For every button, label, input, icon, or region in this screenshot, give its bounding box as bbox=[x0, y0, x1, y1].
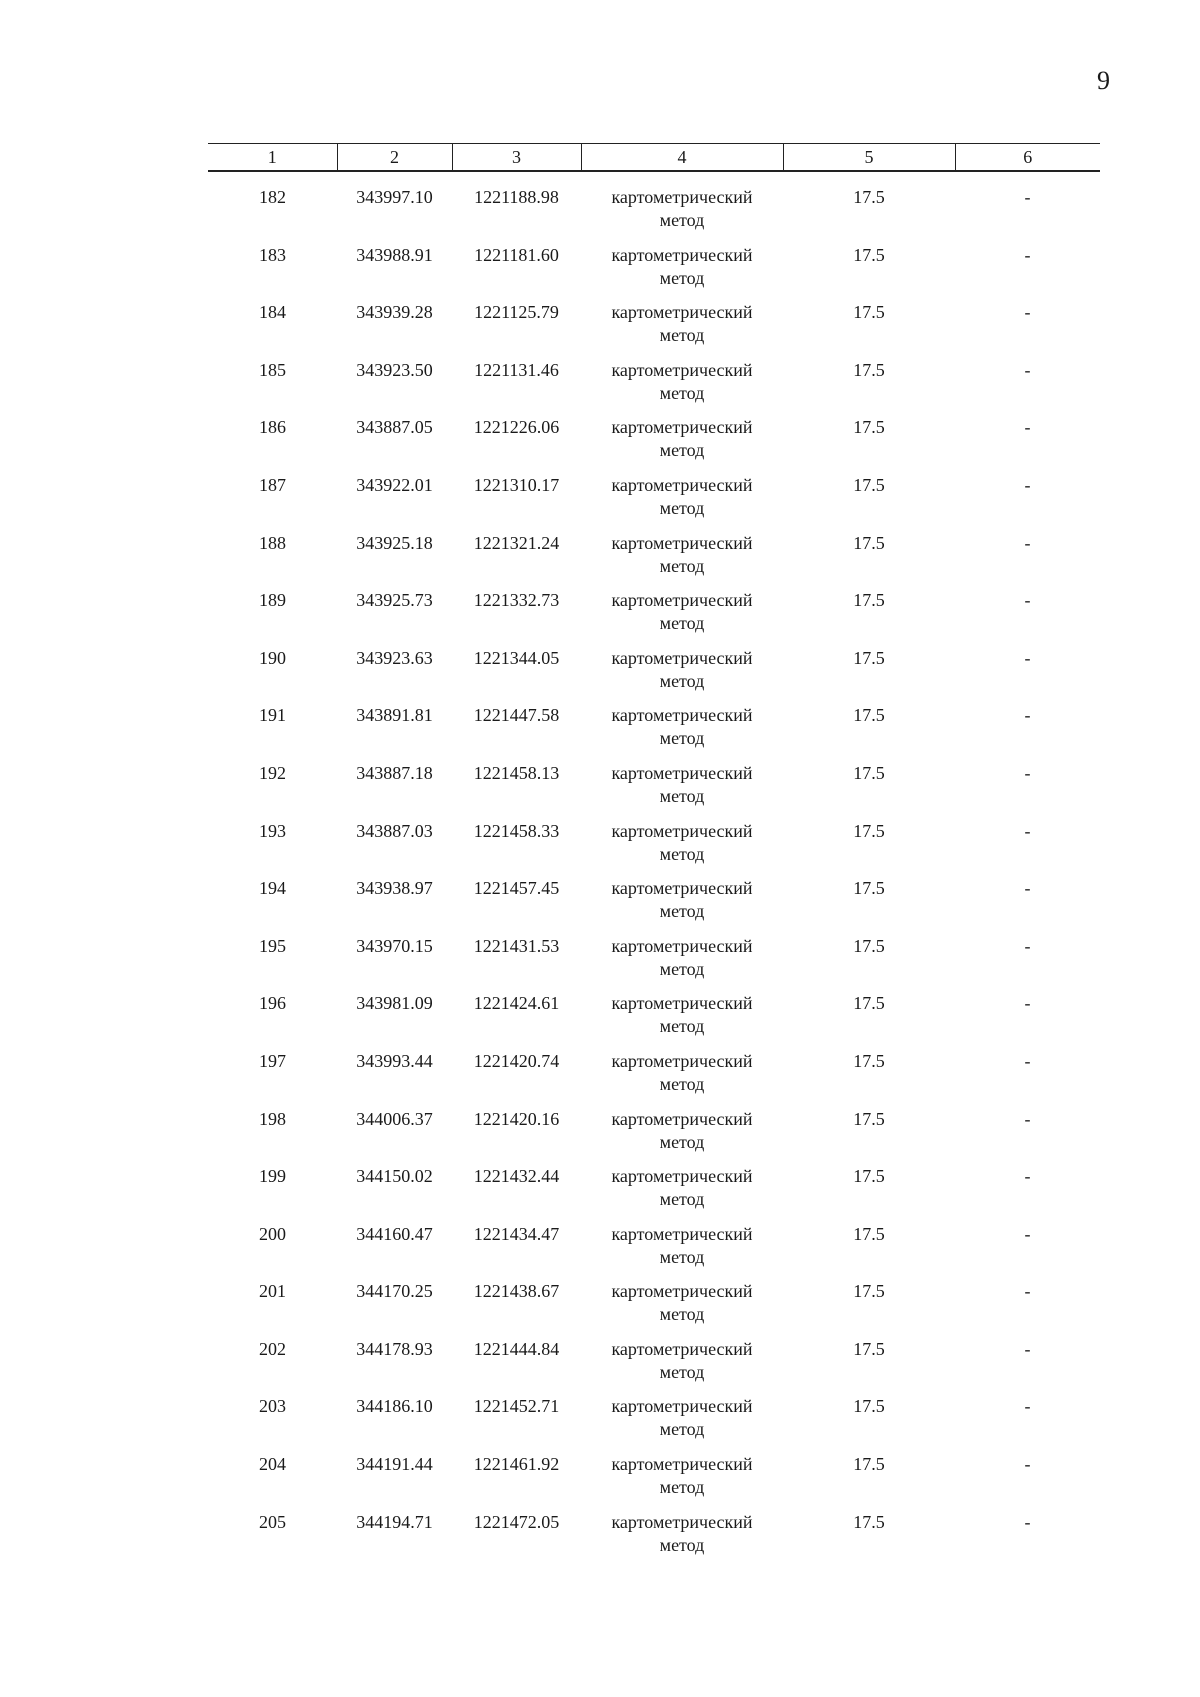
coordinate-y: 1221181.60 bbox=[474, 244, 559, 265]
description-value: - bbox=[1024, 1511, 1031, 1532]
point-number: 197 bbox=[259, 1050, 286, 1071]
accuracy-value: 17.5 bbox=[853, 993, 885, 1014]
point-number: 182 bbox=[259, 187, 286, 207]
header-cell-1: 1 bbox=[208, 144, 337, 172]
coordinate-y: 1221131.46 bbox=[474, 359, 559, 380]
method-line-1: картометрический bbox=[611, 705, 753, 726]
coordinate-y: 1221420.74 bbox=[473, 1050, 560, 1071]
table-row bbox=[208, 1338, 1100, 1396]
table-row bbox=[208, 1108, 1100, 1166]
method-line-1: картометрический bbox=[611, 1338, 753, 1359]
coordinate-y: 1221431.53 bbox=[473, 935, 560, 956]
accuracy-value: 17.5 bbox=[853, 1050, 885, 1071]
header-cell-4: 4 bbox=[581, 144, 783, 172]
coordinate-x: 343938.97 bbox=[356, 878, 433, 899]
accuracy-value: 17.5 bbox=[853, 1396, 885, 1417]
point-number: 191 bbox=[259, 705, 286, 726]
method-line-2: метод bbox=[659, 613, 705, 634]
method-line-2: метод bbox=[659, 728, 705, 749]
coordinate-y: 1221452.71 bbox=[473, 1396, 560, 1417]
coordinate-x: 343925.73 bbox=[356, 590, 433, 611]
coordinate-x: 344160.47 bbox=[356, 1223, 433, 1244]
method-line-2: метод bbox=[659, 555, 705, 576]
coordinate-y: 1221344.05 bbox=[473, 647, 560, 668]
table-body bbox=[208, 171, 1100, 1568]
method-cell bbox=[581, 171, 783, 244]
accuracy-value: 17.5 bbox=[853, 359, 885, 380]
point-number: 199 bbox=[259, 1166, 286, 1187]
table-row bbox=[208, 171, 1100, 244]
method-line-2: метод bbox=[659, 1419, 705, 1440]
method-line-1: картометрический bbox=[611, 417, 753, 438]
description-value: - bbox=[1024, 474, 1031, 495]
description-value: - bbox=[1024, 532, 1031, 553]
method-line-2: метод bbox=[659, 1304, 705, 1325]
method-line-2: метод bbox=[659, 670, 705, 691]
accuracy-value: 17.5 bbox=[853, 1454, 885, 1475]
method-cell bbox=[581, 1108, 783, 1166]
coordinate-x: 343887.18 bbox=[356, 762, 433, 783]
coordinate-y: 1221226.06 bbox=[473, 417, 560, 438]
coordinate-y: 1221424.61 bbox=[473, 993, 560, 1014]
accuracy-value: 17.5 bbox=[853, 187, 885, 207]
method-line-2: метод bbox=[659, 1189, 705, 1210]
method-cell bbox=[581, 589, 783, 647]
description-value: - bbox=[1024, 359, 1031, 380]
method-line-1: картометрический bbox=[611, 1108, 753, 1129]
method-cell bbox=[581, 1453, 783, 1511]
point-number: 184 bbox=[259, 302, 286, 323]
accuracy-value: 17.5 bbox=[853, 1511, 885, 1532]
table-row bbox=[208, 1453, 1100, 1511]
method-line-2: метод bbox=[659, 1016, 705, 1037]
table-row bbox=[208, 532, 1100, 590]
description-value: - bbox=[1024, 705, 1031, 726]
accuracy-value: 17.5 bbox=[853, 705, 885, 726]
description-value: - bbox=[1024, 244, 1031, 265]
method-line-2: метод bbox=[659, 1131, 705, 1152]
description-value: - bbox=[1024, 187, 1031, 207]
method-cell bbox=[581, 1511, 783, 1569]
method-line-1: картометрический bbox=[611, 878, 753, 899]
header-cell-6: 6 bbox=[955, 144, 1100, 172]
coordinate-x: 343981.09 bbox=[356, 993, 433, 1014]
table-row bbox=[208, 1511, 1100, 1569]
accuracy-value: 17.5 bbox=[853, 590, 885, 611]
header-cell-5: 5 bbox=[783, 144, 955, 172]
description-value: - bbox=[1024, 935, 1031, 956]
accuracy-value: 17.5 bbox=[853, 244, 885, 265]
coordinate-y: 1221438.67 bbox=[473, 1281, 560, 1302]
method-line-1: картометрический bbox=[611, 359, 753, 380]
accuracy-value: 17.5 bbox=[853, 417, 885, 438]
point-number: 190 bbox=[259, 647, 286, 668]
point-number: 189 bbox=[259, 590, 286, 611]
coordinate-x: 343887.03 bbox=[356, 820, 433, 841]
coordinate-x: 343891.81 bbox=[356, 705, 433, 726]
method-line-1: картометрический bbox=[611, 1281, 753, 1302]
coordinates-table bbox=[208, 143, 1100, 1568]
method-line-2: метод bbox=[659, 958, 705, 979]
point-number: 187 bbox=[259, 474, 286, 495]
point-number: 183 bbox=[259, 244, 286, 265]
method-cell bbox=[581, 935, 783, 993]
coordinate-x: 343993.44 bbox=[356, 1050, 433, 1071]
point-number: 198 bbox=[259, 1108, 286, 1129]
description-value: - bbox=[1024, 1454, 1031, 1475]
method-cell bbox=[581, 1223, 783, 1281]
coordinate-x: 344194.71 bbox=[356, 1511, 433, 1532]
description-value: - bbox=[1024, 1166, 1031, 1187]
accuracy-value: 17.5 bbox=[853, 1281, 885, 1302]
coordinate-y: 1221444.84 bbox=[473, 1338, 560, 1359]
coordinate-y: 1221321.24 bbox=[473, 532, 560, 553]
table-row bbox=[208, 589, 1100, 647]
coordinate-y: 1221125.79 bbox=[474, 302, 559, 323]
method-cell bbox=[581, 647, 783, 705]
method-line-2: метод bbox=[659, 382, 705, 403]
coordinate-x: 343923.63 bbox=[356, 647, 433, 668]
method-cell bbox=[581, 1165, 783, 1223]
coordinate-y: 1221458.33 bbox=[473, 820, 560, 841]
method-line-1: картометрический bbox=[611, 1511, 753, 1532]
coordinate-y: 1221461.92 bbox=[473, 1454, 560, 1475]
method-line-1: картометрический bbox=[611, 187, 753, 207]
method-line-1: картометрический bbox=[611, 532, 753, 553]
accuracy-value: 17.5 bbox=[853, 878, 885, 899]
method-line-2: метод bbox=[659, 210, 705, 230]
coordinate-x: 344170.25 bbox=[356, 1281, 433, 1302]
method-line-1: картометрический bbox=[611, 302, 753, 323]
coordinate-x: 344178.93 bbox=[356, 1338, 433, 1359]
method-cell bbox=[581, 359, 783, 417]
description-value: - bbox=[1024, 1396, 1031, 1417]
table-row bbox=[208, 820, 1100, 878]
method-line-1: картометрический bbox=[611, 244, 753, 265]
table-row bbox=[208, 244, 1100, 302]
point-number: 185 bbox=[259, 359, 286, 380]
description-value: - bbox=[1024, 1338, 1031, 1359]
coordinate-x: 344191.44 bbox=[356, 1454, 433, 1475]
table-row bbox=[208, 1395, 1100, 1453]
table-header bbox=[208, 144, 1100, 172]
table-row bbox=[208, 704, 1100, 762]
description-value: - bbox=[1024, 762, 1031, 783]
method-cell bbox=[581, 762, 783, 820]
description-value: - bbox=[1024, 302, 1031, 323]
method-line-2: метод bbox=[659, 267, 705, 288]
method-line-1: картометрический bbox=[611, 1050, 753, 1071]
method-line-1: картометрический bbox=[611, 762, 753, 783]
table-row bbox=[208, 359, 1100, 417]
accuracy-value: 17.5 bbox=[853, 1338, 885, 1359]
method-cell bbox=[581, 532, 783, 590]
table-row bbox=[208, 1165, 1100, 1223]
accuracy-value: 17.5 bbox=[853, 1166, 885, 1187]
description-value: - bbox=[1024, 1223, 1031, 1244]
table-row bbox=[208, 647, 1100, 705]
point-number: 202 bbox=[259, 1338, 286, 1359]
method-line-1: картометрический bbox=[611, 590, 753, 611]
header-cell-2: 2 bbox=[337, 144, 452, 172]
accuracy-value: 17.5 bbox=[853, 935, 885, 956]
accuracy-value: 17.5 bbox=[853, 820, 885, 841]
coordinate-y: 1221432.44 bbox=[473, 1166, 560, 1187]
method-cell bbox=[581, 1280, 783, 1338]
point-number: 200 bbox=[259, 1223, 286, 1244]
method-cell bbox=[581, 244, 783, 302]
method-line-2: метод bbox=[659, 497, 705, 518]
description-value: - bbox=[1024, 1281, 1031, 1302]
method-line-1: картометрический bbox=[611, 1223, 753, 1244]
method-line-1: картометрический bbox=[611, 474, 753, 495]
method-line-2: метод bbox=[659, 1477, 705, 1498]
coordinate-x: 344150.02 bbox=[356, 1166, 433, 1187]
method-line-2: метод bbox=[659, 325, 705, 346]
table-row bbox=[208, 992, 1100, 1050]
method-line-1: картометрический bbox=[611, 820, 753, 841]
coordinate-y: 1221332.73 bbox=[473, 590, 560, 611]
table-row bbox=[208, 474, 1100, 532]
accuracy-value: 17.5 bbox=[853, 647, 885, 668]
method-line-2: метод bbox=[659, 1246, 705, 1267]
method-cell bbox=[581, 820, 783, 878]
description-value: - bbox=[1024, 647, 1031, 668]
table-row bbox=[208, 935, 1100, 993]
method-cell bbox=[581, 416, 783, 474]
accuracy-value: 17.5 bbox=[853, 474, 885, 495]
point-number: 186 bbox=[259, 417, 286, 438]
method-line-1: картометрический bbox=[611, 647, 753, 668]
table-row bbox=[208, 1050, 1100, 1108]
coordinate-x: 343988.91 bbox=[356, 244, 433, 265]
point-number: 203 bbox=[259, 1396, 286, 1417]
description-value: - bbox=[1024, 1108, 1031, 1129]
method-cell bbox=[581, 877, 783, 935]
table-row bbox=[208, 762, 1100, 820]
method-cell bbox=[581, 992, 783, 1050]
header-cell-3: 3 bbox=[452, 144, 581, 172]
table-row bbox=[208, 301, 1100, 359]
method-line-1: картометрический bbox=[611, 1454, 753, 1475]
description-value: - bbox=[1024, 417, 1031, 438]
point-number: 195 bbox=[259, 935, 286, 956]
accuracy-value: 17.5 bbox=[853, 1108, 885, 1129]
table-row bbox=[208, 1280, 1100, 1338]
point-number: 192 bbox=[259, 762, 286, 783]
coordinate-y: 1221420.16 bbox=[473, 1108, 560, 1129]
coordinate-y: 1221434.47 bbox=[473, 1223, 560, 1244]
page-number: 9 bbox=[1097, 66, 1110, 95]
description-value: - bbox=[1024, 1050, 1031, 1071]
coordinate-x: 343923.50 bbox=[356, 359, 433, 380]
coordinate-y: 1221457.45 bbox=[473, 878, 560, 899]
method-cell bbox=[581, 1338, 783, 1396]
method-line-1: картометрический bbox=[611, 993, 753, 1014]
coordinate-x: 344006.37 bbox=[356, 1108, 433, 1129]
method-line-1: картометрический bbox=[611, 935, 753, 956]
point-number: 193 bbox=[259, 820, 286, 841]
coordinate-y: 1221310.17 bbox=[473, 474, 560, 495]
accuracy-value: 17.5 bbox=[853, 302, 885, 323]
method-line-2: метод bbox=[659, 1361, 705, 1382]
method-line-2: метод bbox=[659, 785, 705, 806]
method-line-1: картометрический bbox=[611, 1166, 753, 1187]
table-row bbox=[208, 877, 1100, 935]
method-line-2: метод bbox=[659, 1534, 705, 1555]
description-value: - bbox=[1024, 820, 1031, 841]
description-value: - bbox=[1024, 590, 1031, 611]
method-cell bbox=[581, 1395, 783, 1453]
point-number: 194 bbox=[259, 878, 286, 899]
table-row bbox=[208, 1223, 1100, 1281]
method-cell bbox=[581, 1050, 783, 1108]
method-line-2: метод bbox=[659, 440, 705, 461]
method-cell bbox=[581, 474, 783, 532]
method-line-1: картометрический bbox=[611, 1396, 753, 1417]
coordinate-x: 343887.05 bbox=[356, 417, 433, 438]
description-value: - bbox=[1024, 993, 1031, 1014]
method-line-2: метод bbox=[659, 901, 705, 922]
method-line-2: метод bbox=[659, 1073, 705, 1094]
accuracy-value: 17.5 bbox=[853, 762, 885, 783]
coordinate-x: 343997.10 bbox=[356, 187, 433, 207]
coordinate-x: 343939.28 bbox=[356, 302, 433, 323]
method-line-2: метод bbox=[659, 843, 705, 864]
coordinate-x: 343970.15 bbox=[356, 935, 433, 956]
point-number: 205 bbox=[259, 1511, 286, 1532]
method-cell bbox=[581, 301, 783, 359]
accuracy-value: 17.5 bbox=[853, 532, 885, 553]
point-number: 188 bbox=[259, 532, 286, 553]
coordinate-y: 1221472.05 bbox=[473, 1511, 560, 1532]
point-number: 201 bbox=[259, 1281, 286, 1302]
accuracy-value: 17.5 bbox=[853, 1223, 885, 1244]
coordinate-y: 1221447.58 bbox=[473, 705, 560, 726]
table-row bbox=[208, 416, 1100, 474]
coordinate-y: 1221188.98 bbox=[474, 187, 559, 207]
coordinate-x: 344186.10 bbox=[356, 1396, 433, 1417]
header-row bbox=[208, 144, 1100, 172]
coordinate-y: 1221458.13 bbox=[473, 762, 560, 783]
method-cell bbox=[581, 704, 783, 762]
coordinate-x: 343922.01 bbox=[356, 474, 433, 495]
description-value: - bbox=[1024, 878, 1031, 899]
coordinate-x: 343925.18 bbox=[356, 532, 433, 553]
point-number: 204 bbox=[259, 1454, 286, 1475]
point-number: 196 bbox=[259, 993, 286, 1014]
